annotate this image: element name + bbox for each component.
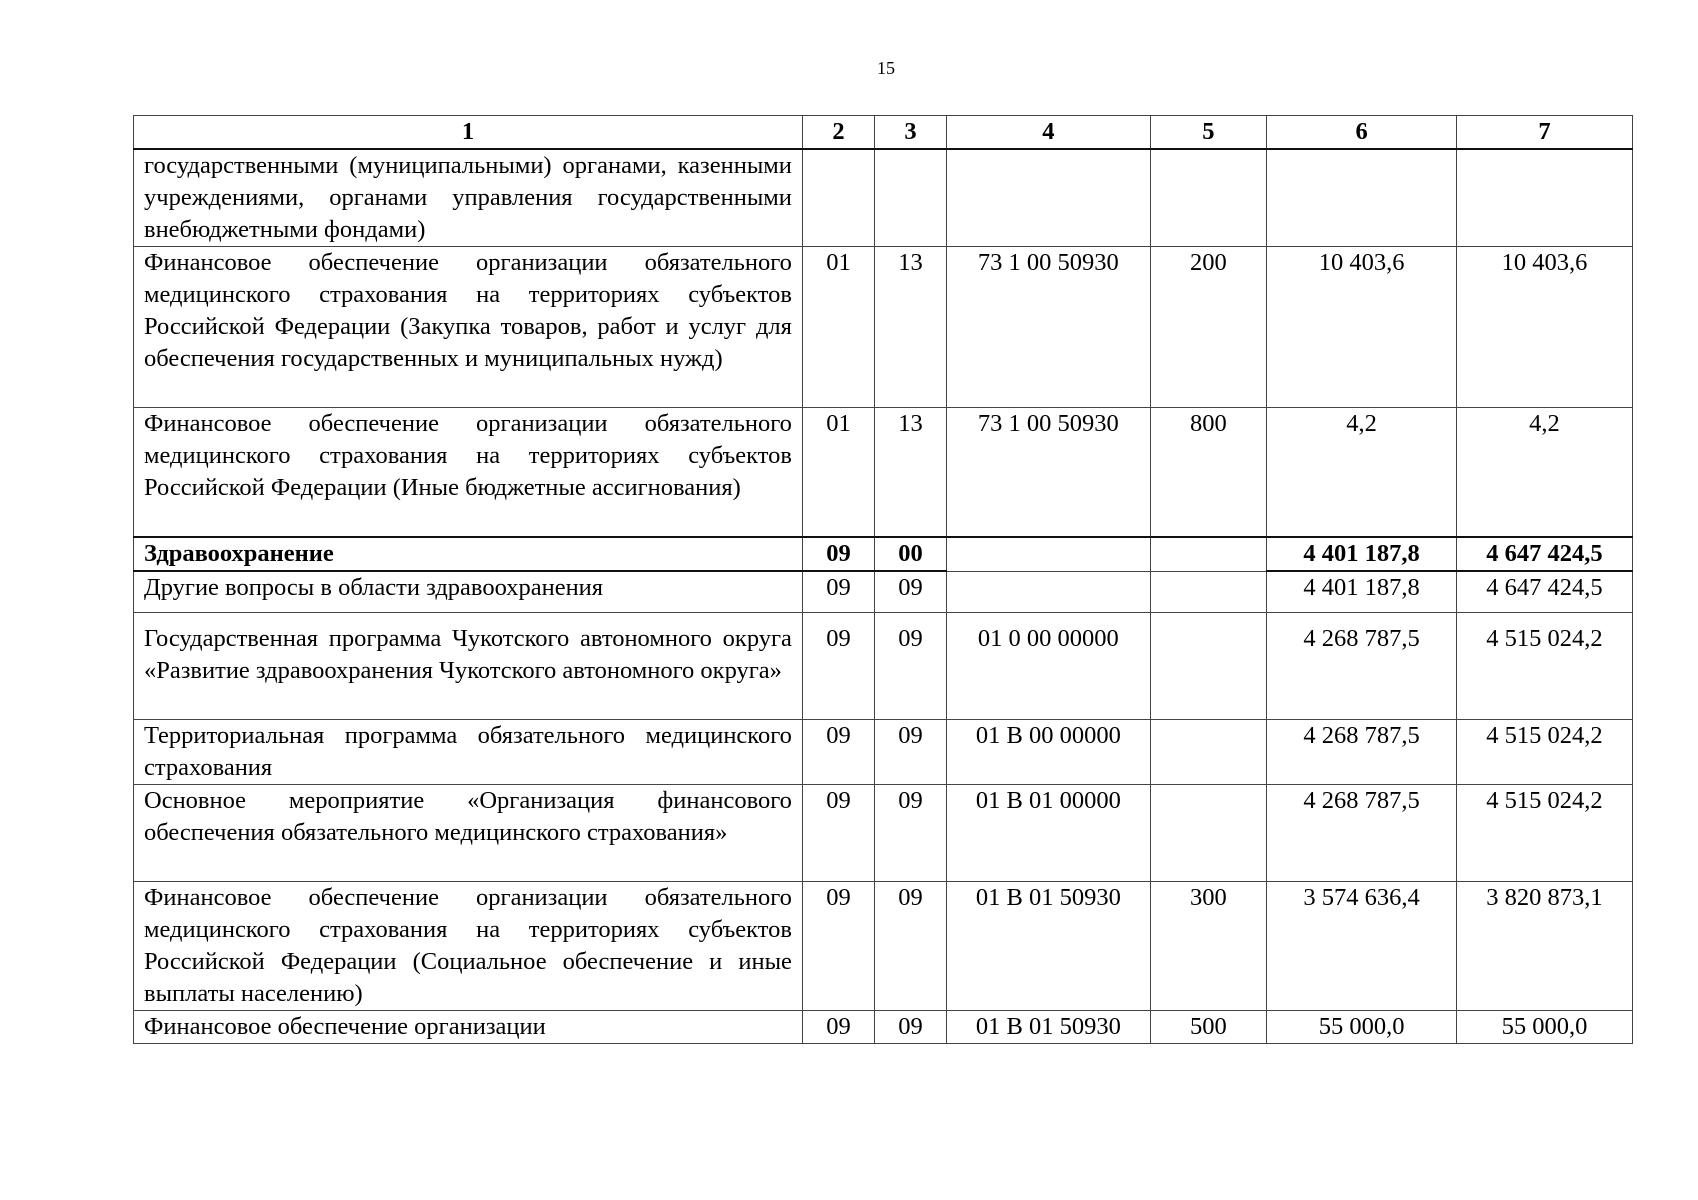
row-amount-2: 4,2 bbox=[1456, 408, 1632, 538]
row-amount-1: 4 401 187,8 bbox=[1267, 571, 1457, 613]
header-cell: 6 bbox=[1267, 116, 1457, 150]
row-target-code: 73 1 00 50930 bbox=[947, 408, 1151, 538]
row-amount-2 bbox=[1456, 149, 1632, 247]
table-row-section-total bbox=[134, 537, 1633, 571]
row-amount-2: 10 403,6 bbox=[1456, 247, 1632, 408]
row-amount-1: 4,2 bbox=[1267, 408, 1457, 538]
row-section: 09 bbox=[802, 571, 874, 613]
row-amount-2: 4 515 024,2 bbox=[1456, 720, 1632, 785]
row-expense-type bbox=[1150, 571, 1267, 613]
row-target-code: 01 В 01 50930 bbox=[947, 1011, 1151, 1044]
row-target-code bbox=[947, 149, 1151, 247]
table-row bbox=[134, 785, 1633, 882]
row-amount-1: 4 268 787,5 bbox=[1267, 613, 1457, 720]
row-amount-1: 4 268 787,5 bbox=[1267, 720, 1457, 785]
header-cell: 4 bbox=[947, 116, 1151, 150]
header-cell: 3 bbox=[875, 116, 947, 150]
row-section: 01 bbox=[802, 247, 874, 408]
row-amount-1 bbox=[1267, 149, 1457, 247]
table-row bbox=[134, 571, 1633, 613]
row-target-code: 01 В 01 00000 bbox=[947, 785, 1151, 882]
row-amount-1: 10 403,6 bbox=[1267, 247, 1457, 408]
header-cell: 2 bbox=[802, 116, 874, 150]
table-row bbox=[134, 882, 1633, 1011]
row-amount-2: 3 820 873,1 bbox=[1456, 882, 1632, 1011]
table-row bbox=[134, 149, 1633, 247]
row-expense-type: 200 bbox=[1150, 247, 1267, 408]
row-expense-type bbox=[1150, 149, 1267, 247]
row-subsection: 00 bbox=[875, 537, 947, 571]
row-name: Финансовое обеспечение организации bbox=[134, 1011, 803, 1044]
table-row bbox=[134, 408, 1633, 538]
row-section: 09 bbox=[802, 1011, 874, 1044]
row-amount-1: 3 574 636,4 bbox=[1267, 882, 1457, 1011]
row-name: Финансовое обеспечение организации обязательного медицинского страхования на территориях субъектов Российской Федерации (Закупка товаров, работ и услуг для обеспечения государственных и муниципальных нужд) bbox=[134, 247, 803, 408]
row-amount-1: 4 268 787,5 bbox=[1267, 785, 1457, 882]
row-subsection bbox=[875, 149, 947, 247]
header-cell: 7 bbox=[1456, 116, 1632, 150]
row-subsection: 13 bbox=[875, 408, 947, 538]
row-expense-type bbox=[1150, 720, 1267, 785]
table-row bbox=[134, 247, 1633, 408]
row-expense-type: 300 bbox=[1150, 882, 1267, 1011]
row-section: 01 bbox=[802, 408, 874, 538]
header-row bbox=[134, 116, 1633, 150]
row-target-code: 01 0 00 00000 bbox=[947, 613, 1151, 720]
row-target-code: 01 В 00 00000 bbox=[947, 720, 1151, 785]
row-amount-2: 4 515 024,2 bbox=[1456, 785, 1632, 882]
row-name: Другие вопросы в области здравоохранения bbox=[134, 571, 803, 613]
budget-table bbox=[133, 115, 1633, 1044]
header-cell: 1 bbox=[134, 116, 803, 150]
row-name: Финансовое обеспечение организации обязательного медицинского страхования на территориях субъектов Российской Федерации (Иные бюджетные ассигнования) bbox=[134, 408, 803, 538]
row-subsection: 09 bbox=[875, 1011, 947, 1044]
header-cell: 5 bbox=[1150, 116, 1267, 150]
row-amount-2: 55 000,0 bbox=[1456, 1011, 1632, 1044]
page-number: 15 bbox=[877, 58, 895, 78]
row-amount-2: 4 515 024,2 bbox=[1456, 613, 1632, 720]
row-amount-1: 55 000,0 bbox=[1267, 1011, 1457, 1044]
row-subsection: 09 bbox=[875, 882, 947, 1011]
row-amount-2: 4 647 424,5 bbox=[1456, 571, 1632, 613]
row-name: Финансовое обеспечение организации обязательного медицинского страхования на территориях субъектов Российской Федерации (Социальное обеспечение и иные выплаты населению) bbox=[134, 882, 803, 1011]
row-section: 09 bbox=[802, 537, 874, 571]
row-section: 09 bbox=[802, 785, 874, 882]
row-section: 09 bbox=[802, 882, 874, 1011]
row-target-code: 73 1 00 50930 bbox=[947, 247, 1151, 408]
row-expense-type bbox=[1150, 537, 1267, 571]
table-row bbox=[134, 720, 1633, 785]
row-name: Территориальная программа обязательного медицинского страхования bbox=[134, 720, 803, 785]
row-name: Здравоохранение bbox=[134, 537, 803, 571]
row-section: 09 bbox=[802, 720, 874, 785]
row-subsection: 09 bbox=[875, 785, 947, 882]
row-target-code: 01 В 01 50930 bbox=[947, 882, 1151, 1011]
row-target-code bbox=[947, 537, 1151, 571]
row-expense-type: 500 bbox=[1150, 1011, 1267, 1044]
row-section bbox=[802, 149, 874, 247]
row-subsection: 09 bbox=[875, 571, 947, 613]
row-name: государственными (муниципальными) органами, казенными учреждениями, органами управления государственными внебюджетными фондами) bbox=[134, 149, 803, 247]
row-subsection: 09 bbox=[875, 613, 947, 720]
table-row bbox=[134, 613, 1633, 720]
table-row bbox=[134, 1011, 1633, 1044]
row-section: 09 bbox=[802, 613, 874, 720]
row-expense-type bbox=[1150, 785, 1267, 882]
row-amount-1: 4 401 187,8 bbox=[1267, 537, 1457, 571]
row-name: Основное мероприятие «Организация финансового обеспечения обязательного медицинского страхования» bbox=[134, 785, 803, 882]
row-subsection: 09 bbox=[875, 720, 947, 785]
row-expense-type: 800 bbox=[1150, 408, 1267, 538]
row-subsection: 13 bbox=[875, 247, 947, 408]
row-amount-2: 4 647 424,5 bbox=[1456, 537, 1632, 571]
row-name: Государственная программа Чукотского автономного округа «Развитие здравоохранения Чукотского автономного округа» bbox=[134, 613, 803, 720]
row-expense-type bbox=[1150, 613, 1267, 720]
row-target-code bbox=[947, 571, 1151, 613]
